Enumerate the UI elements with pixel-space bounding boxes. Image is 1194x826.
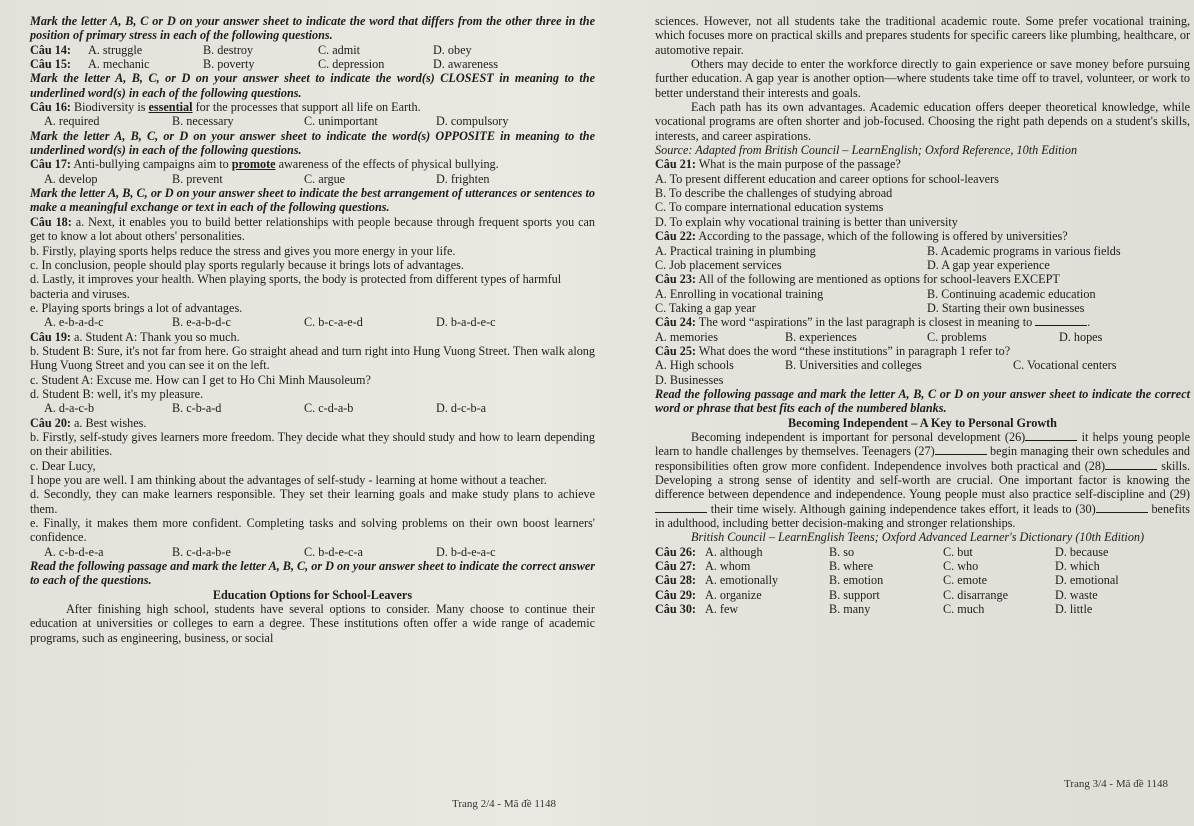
q24-stem: Câu 24: The word “aspirations” in the last paragraph is closest in meaning to . bbox=[655, 315, 1091, 330]
q25-options: A. High schools B. Universities and colleges C. Vocational centers bbox=[655, 358, 1117, 373]
q19-line-b: b. Student B: Sure, it's not far from here. Go straight ahead and turn right into Hung Vuong Street. Then walk along Hung Vuong Street and you can see it on the left. bbox=[30, 343, 595, 373]
q20-line-a: Câu 20: a. Best wishes. bbox=[30, 415, 147, 430]
q15: Câu 15: A. mechanic B. poverty C. depression D. awareness bbox=[30, 57, 498, 72]
q22-options-2: C. Job placement services D. A gap year experience bbox=[655, 257, 1050, 272]
q18-line-c: c. In conclusion, people should play sports regularly because it brings lots of advantages. bbox=[30, 257, 464, 272]
q18-line-d: d. Lastly, it improves your health. When playing sports, the body is protected from different types of harmful bacteria and viruses. bbox=[30, 272, 562, 301]
q23-stem: Câu 23: All of the following are mentioned as options for school-leavers EXCEPT bbox=[655, 272, 1060, 287]
instruction-arrangement: Mark the letter A, B, C, or D on your answer sheet to indicate the best arrangement of utterances or sentences to make a meaningful exchange or text in each of the following questions. bbox=[30, 186, 595, 215]
q18-line-b: b. Firstly, playing sports helps reduce the stress and gives you more energy in your life. bbox=[30, 243, 456, 258]
q21-stem: Câu 21: What is the main purpose of the passage? bbox=[655, 157, 901, 172]
q24-options: A. memories B. experiences C. problems D. hopes bbox=[655, 329, 1103, 344]
q22-options-1: A. Practical training in plumbing B. Academic programs in various fields bbox=[655, 243, 1121, 258]
passage-title: Education Options for School-Leavers bbox=[212, 587, 413, 602]
q17-options: A. develop B. prevent C. argue D. frighten bbox=[44, 171, 490, 186]
q16-stem: Câu 16: Biodiversity is essential for the processes that support all life on Earth. bbox=[30, 100, 421, 115]
q26: Câu 26: A. although B. so C. but D. because bbox=[655, 544, 1109, 559]
q20-options: A. c-b-d-e-a B. c-d-a-b-e C. b-d-e-c-a D. b-d-e-a-c bbox=[44, 544, 496, 559]
passage-source: Source: Adapted from British Council – LearnEnglish; Oxford Reference, 10th Edition bbox=[655, 143, 1078, 158]
q18-line-a: Câu 18: a. Next, it enables you to build better relationships with people because through frequent sports you can get to know a lot about others' personalities. bbox=[30, 214, 596, 244]
q21-a: A. To present different education and career options for school-leavers bbox=[655, 171, 999, 186]
q19-line-d: d. Student B: well, it's my pleasure. bbox=[30, 386, 204, 401]
passage-continued: sciences. However, not all students take the traditional academic route. Some prefer vocational training, which focuses more on practical skills and prepares students for specific careers like plumbing, healthcare, or automotive repair. bbox=[655, 14, 1190, 57]
passage-paragraph-3: Each path has its own advantages. Academic education offers deeper theoretical knowledge, while vocational programs are often shorter and job-focused. Choosing the right path depends on a student's skills, interests, and career aspirations. bbox=[655, 100, 1190, 143]
q30: Câu 30: A. few B. many C. much D. little bbox=[655, 602, 1093, 617]
q29: Câu 29: A. organize B. support C. disarrange D. waste bbox=[655, 587, 1098, 602]
left-column bbox=[30, 14, 595, 645]
instruction-opposite: Mark the letter A, B, C, or D on your answer sheet to indicate the word(s) OPPOSITE in meaning to the underlined word(s) in each of the following questions. bbox=[30, 128, 595, 158]
q28: Câu 28: A. emotionally B. emotion C. emote D. emotional bbox=[655, 573, 1119, 588]
q20-line-b: b. Firstly, self-study gives learners more freedom. They decide what they should study and how to learn depending on their abilities. bbox=[30, 429, 595, 459]
q20-line-c: c. Dear Lucy, bbox=[30, 458, 96, 473]
q22-stem: Câu 22: According to the passage, which of the following is offered by universities? bbox=[655, 229, 1068, 244]
passage-paragraph-2: Others may decide to enter the workforce directly to gain experience or save money before pursuing further education. A gap year is another option—where students take time off to travel, volunteer, or work to better understand their interests and goals. bbox=[655, 57, 1190, 100]
q20-line-c2: I hope you are well. I am thinking about the advantages of self-study - learning at home without a teacher. bbox=[30, 473, 547, 487]
instruction-stress: Mark the letter A, B, C or D on your answer sheet to indicate the word that differs from the other three in the position of primary stress in each of the following questions. bbox=[30, 14, 595, 43]
q17-stem: Câu 17: Anti-bullying campaigns aim to promote awareness of the effects of physical bullying. bbox=[30, 157, 499, 172]
q19-options: A. d-a-c-b B. c-b-a-d C. c-d-a-b D. d-c-b-a bbox=[44, 401, 487, 416]
q25-stem: Câu 25: What does the word “these institutions” in paragraph 1 refer to? bbox=[655, 343, 1011, 358]
instruction-cloze: Read the following passage and mark the letter A, B, C or D on your answer sheet to indicate the correct word or phrase that best fits each of the numbered blanks. bbox=[655, 386, 1190, 416]
page-number-right: Trang 3/4 - Mã đề 1148 bbox=[1064, 778, 1168, 790]
q21-c: C. To compare international education systems bbox=[655, 200, 884, 215]
q20-line-d: d. Secondly, they can make learners responsible. They set their learning goals and make study plans to achieve them. bbox=[30, 487, 595, 516]
q27: Câu 27: A. whom B. where C. who D. which bbox=[655, 559, 1100, 574]
q23-options-1: A. Enrolling in vocational training B. Continuing academic education bbox=[655, 286, 1096, 301]
cloze-passage: Becoming independent is important for personal development (26) it helps young people learn to handle challenges by themselves. Teenagers (27) begin managing their own schedules and responsibilities often grow more confident. Independence involves both practical and (28) skills. Developing a strong sense of identity and self-worth are crucial. One important factor is knowing the difference between dependence and independence. Young people must also practice self-discipline and (29) their time wisely. Although gaining independence takes effort, it leads to (30) benefits in adulthood, including better decision-making and stronger relationships. bbox=[655, 429, 1191, 531]
q21-d: D. To explain why vocational training is better than university bbox=[655, 214, 958, 229]
passage-paragraph-1: After finishing high school, students have several options to consider. Many choose to continue their education at universities or colleges to earn a degree. These institutions often offer a wide range of academic programs, such as engineering, business, or social bbox=[30, 602, 595, 645]
right-column bbox=[655, 14, 1190, 616]
q21-b: B. To describe the challenges of studying abroad bbox=[655, 186, 893, 201]
q18-options: A. e-b-a-d-c B. e-a-b-d-c C. b-c-a-e-d D. b-a-d-e-c bbox=[44, 315, 496, 330]
q25-d: D. Businesses bbox=[655, 372, 724, 387]
q23-options-2: C. Taking a gap year D. Starting their own businesses bbox=[655, 300, 1085, 315]
q16-options: A. required B. necessary C. unimportant D. compulsory bbox=[44, 114, 509, 129]
page-number-left: Trang 2/4 - Mã đề 1148 bbox=[452, 798, 556, 810]
q18-line-e: e. Playing sports brings a lot of advantages. bbox=[30, 300, 243, 315]
q19-line-a: Câu 19: a. Student A: Thank you so much. bbox=[30, 329, 240, 344]
instruction-closest: Mark the letter A, B, C, or D on your answer sheet to indicate the word(s) CLOSEST in meaning to the underlined word(s) in each of the following questions. bbox=[30, 71, 595, 100]
q20-line-e: e. Finally, it makes them more confident. Completing tasks and solving problems on their own boost learners' confidence. bbox=[30, 516, 595, 545]
instruction-reading: Read the following passage and mark the letter A, B, C, or D on your answer sheet to indicate the correct answer to each of the questions. bbox=[30, 559, 595, 588]
q14: Câu 14: A. struggle B. destroy C. admit D. obey bbox=[30, 42, 472, 57]
passage2-title: Becoming Independent – A Key to Personal Growth bbox=[788, 415, 1057, 430]
cloze-source: British Council – LearnEnglish Teens; Oxford Advanced Learner's Dictionary (10th Edition) bbox=[691, 530, 1145, 545]
q19-line-c: c. Student A: Excuse me. How can I get to Ho Chi Minh Mausoleum? bbox=[30, 372, 371, 387]
